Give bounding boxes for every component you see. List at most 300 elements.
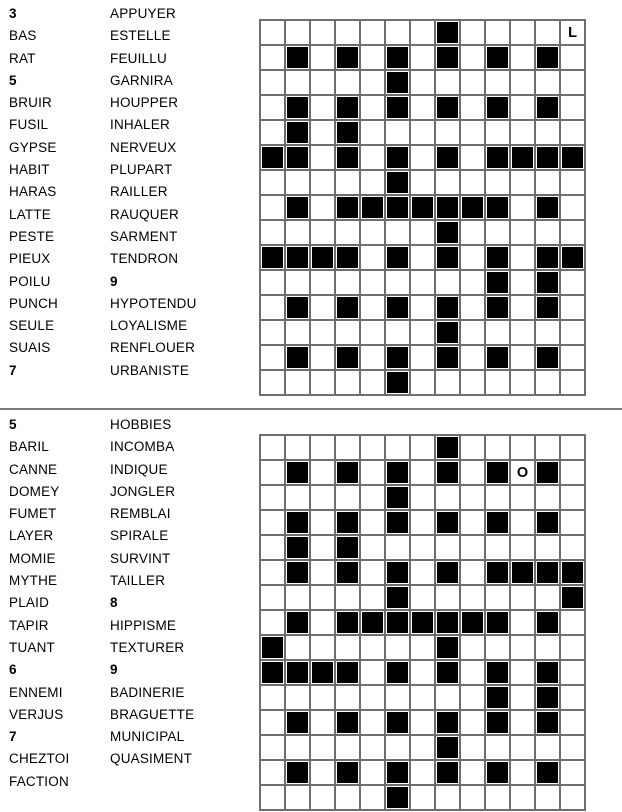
grid-cell-block[interactable] — [436, 736, 459, 759]
grid-cell-empty[interactable] — [411, 71, 434, 94]
grid-cell-empty[interactable] — [561, 736, 584, 759]
grid-cell-empty[interactable] — [561, 611, 584, 634]
grid-cell-block[interactable] — [486, 246, 509, 269]
grid-cell-empty[interactable] — [411, 736, 434, 759]
grid-cell-empty[interactable] — [361, 511, 384, 534]
grid-cell-empty[interactable] — [261, 736, 284, 759]
grid-cell-block[interactable] — [436, 321, 459, 344]
grid-cell-empty[interactable] — [411, 46, 434, 69]
grid-cell-empty[interactable] — [361, 761, 384, 784]
grid-cell-empty[interactable] — [486, 586, 509, 609]
grid-cell-empty[interactable] — [311, 736, 334, 759]
grid-cell-empty[interactable] — [286, 786, 309, 809]
grid-cell-block[interactable] — [286, 346, 309, 369]
grid-cell-block[interactable] — [561, 246, 584, 269]
grid-cell-block[interactable] — [286, 121, 309, 144]
grid-cell-empty[interactable] — [311, 321, 334, 344]
grid-cell-empty[interactable] — [361, 686, 384, 709]
grid-cell-empty[interactable] — [511, 346, 534, 369]
grid-cell-block[interactable] — [486, 711, 509, 734]
grid-cell-block[interactable] — [286, 146, 309, 169]
grid-cell-empty[interactable] — [411, 486, 434, 509]
grid-cell-empty[interactable] — [486, 71, 509, 94]
grid-cell-empty[interactable] — [261, 121, 284, 144]
grid-cell-block[interactable] — [361, 611, 384, 634]
grid-cell-block[interactable] — [386, 371, 409, 394]
grid-cell-block[interactable] — [536, 46, 559, 69]
grid-cell-empty[interactable] — [511, 486, 534, 509]
grid-cell-empty[interactable] — [561, 171, 584, 194]
grid-cell-empty[interactable] — [311, 561, 334, 584]
grid-cell-empty[interactable] — [261, 686, 284, 709]
grid-cell-empty[interactable] — [461, 321, 484, 344]
grid-cell-empty[interactable] — [561, 96, 584, 119]
grid-cell-block[interactable] — [561, 561, 584, 584]
grid-cell-empty[interactable] — [536, 486, 559, 509]
grid-cell-empty[interactable] — [361, 661, 384, 684]
grid-cell-empty[interactable] — [561, 461, 584, 484]
grid-cell-empty[interactable] — [311, 121, 334, 144]
grid-cell-empty[interactable] — [411, 221, 434, 244]
grid-cell-empty[interactable] — [336, 221, 359, 244]
grid-cell-empty[interactable] — [536, 221, 559, 244]
grid-cell-empty[interactable] — [336, 736, 359, 759]
grid-cell-empty[interactable] — [511, 711, 534, 734]
grid-cell-block[interactable] — [486, 561, 509, 584]
grid-cell-empty[interactable] — [561, 221, 584, 244]
grid-cell-block[interactable] — [536, 686, 559, 709]
grid-cell-empty[interactable] — [461, 711, 484, 734]
grid-cell-empty[interactable] — [511, 371, 534, 394]
grid-cell-block[interactable] — [386, 586, 409, 609]
grid-cell-empty[interactable] — [361, 561, 384, 584]
grid-cell-empty[interactable] — [336, 586, 359, 609]
grid-cell-block[interactable] — [386, 146, 409, 169]
grid-cell-empty[interactable] — [561, 436, 584, 459]
grid-cell-empty[interactable] — [511, 71, 534, 94]
grid-cell-empty[interactable] — [511, 171, 534, 194]
grid-cell-empty[interactable] — [336, 71, 359, 94]
grid-cell-letter[interactable]: L — [561, 21, 584, 44]
grid-cell-empty[interactable] — [561, 486, 584, 509]
grid-cell-block[interactable] — [436, 561, 459, 584]
grid-cell-empty[interactable] — [436, 536, 459, 559]
grid-cell-empty[interactable] — [436, 71, 459, 94]
grid-cell-empty[interactable] — [336, 486, 359, 509]
grid-cell-block[interactable] — [336, 96, 359, 119]
grid-cell-block[interactable] — [361, 196, 384, 219]
grid-cell-block[interactable] — [536, 511, 559, 534]
grid-cell-empty[interactable] — [411, 511, 434, 534]
grid-cell-block[interactable] — [386, 486, 409, 509]
grid-cell-empty[interactable] — [436, 586, 459, 609]
grid-cell-empty[interactable] — [261, 271, 284, 294]
grid-cell-block[interactable] — [436, 636, 459, 659]
grid-cell-empty[interactable] — [361, 536, 384, 559]
grid-cell-empty[interactable] — [311, 511, 334, 534]
grid-cell-block[interactable] — [436, 511, 459, 534]
grid-cell-empty[interactable] — [286, 486, 309, 509]
grid-cell-empty[interactable] — [311, 21, 334, 44]
grid-cell-block[interactable] — [336, 461, 359, 484]
grid-cell-block[interactable] — [436, 611, 459, 634]
grid-cell-empty[interactable] — [361, 586, 384, 609]
grid-cell-empty[interactable] — [511, 636, 534, 659]
grid-cell-empty[interactable] — [361, 371, 384, 394]
grid-cell-block[interactable] — [411, 611, 434, 634]
grid-cell-empty[interactable] — [336, 786, 359, 809]
grid-cell-block[interactable] — [486, 611, 509, 634]
grid-cell-block[interactable] — [511, 146, 534, 169]
grid-cell-empty[interactable] — [561, 711, 584, 734]
grid-cell-empty[interactable] — [561, 321, 584, 344]
grid-cell-block[interactable] — [336, 536, 359, 559]
grid-cell-empty[interactable] — [311, 711, 334, 734]
grid-cell-empty[interactable] — [386, 636, 409, 659]
grid-cell-empty[interactable] — [361, 246, 384, 269]
grid-cell-empty[interactable] — [386, 21, 409, 44]
grid-cell-block[interactable] — [336, 296, 359, 319]
grid-cell-block[interactable] — [286, 561, 309, 584]
grid-cell-block[interactable] — [311, 246, 334, 269]
grid-cell-block[interactable] — [386, 761, 409, 784]
grid-cell-empty[interactable] — [486, 321, 509, 344]
grid-cell-empty[interactable] — [561, 661, 584, 684]
grid-cell-empty[interactable] — [511, 46, 534, 69]
grid-cell-block[interactable] — [261, 146, 284, 169]
grid-cell-empty[interactable] — [411, 346, 434, 369]
grid-cell-block[interactable] — [486, 196, 509, 219]
grid-cell-empty[interactable] — [436, 786, 459, 809]
grid-cell-block[interactable] — [536, 461, 559, 484]
grid-cell-empty[interactable] — [261, 786, 284, 809]
grid-cell-empty[interactable] — [386, 436, 409, 459]
grid-cell-empty[interactable] — [261, 371, 284, 394]
grid-cell-empty[interactable] — [536, 171, 559, 194]
grid-cell-empty[interactable] — [386, 271, 409, 294]
grid-cell-empty[interactable] — [461, 536, 484, 559]
grid-cell-empty[interactable] — [511, 436, 534, 459]
grid-cell-empty[interactable] — [261, 321, 284, 344]
grid-cell-empty[interactable] — [461, 121, 484, 144]
grid-cell-block[interactable] — [286, 246, 309, 269]
grid-cell-empty[interactable] — [311, 371, 334, 394]
grid-cell-empty[interactable] — [386, 536, 409, 559]
grid-cell-block[interactable] — [486, 96, 509, 119]
grid-cell-empty[interactable] — [336, 271, 359, 294]
grid-cell-empty[interactable] — [536, 786, 559, 809]
grid-cell-empty[interactable] — [386, 686, 409, 709]
grid-cell-empty[interactable] — [461, 371, 484, 394]
grid-cell-empty[interactable] — [361, 21, 384, 44]
grid-cell-empty[interactable] — [361, 221, 384, 244]
grid-cell-block[interactable] — [336, 146, 359, 169]
grid-cell-block[interactable] — [536, 271, 559, 294]
grid-cell-block[interactable] — [286, 96, 309, 119]
grid-cell-empty[interactable] — [411, 461, 434, 484]
grid-cell-empty[interactable] — [561, 71, 584, 94]
grid-cell-empty[interactable] — [261, 96, 284, 119]
grid-cell-empty[interactable] — [561, 511, 584, 534]
grid-cell-empty[interactable] — [261, 171, 284, 194]
grid-cell-block[interactable] — [336, 46, 359, 69]
grid-cell-empty[interactable] — [511, 686, 534, 709]
grid-cell-empty[interactable] — [461, 686, 484, 709]
grid-cell-empty[interactable] — [286, 636, 309, 659]
grid-cell-block[interactable] — [261, 636, 284, 659]
grid-cell-empty[interactable] — [386, 121, 409, 144]
grid-cell-empty[interactable] — [486, 536, 509, 559]
grid-cell-empty[interactable] — [461, 761, 484, 784]
grid-cell-empty[interactable] — [461, 146, 484, 169]
grid-cell-block[interactable] — [536, 96, 559, 119]
grid-cell-empty[interactable] — [361, 461, 384, 484]
grid-cell-block[interactable] — [386, 461, 409, 484]
grid-cell-block[interactable] — [436, 461, 459, 484]
grid-cell-empty[interactable] — [261, 436, 284, 459]
grid-cell-block[interactable] — [486, 511, 509, 534]
grid-cell-block[interactable] — [386, 611, 409, 634]
grid-cell-empty[interactable] — [311, 46, 334, 69]
grid-cell-empty[interactable] — [486, 221, 509, 244]
grid-cell-block[interactable] — [536, 296, 559, 319]
grid-cell-empty[interactable] — [261, 221, 284, 244]
grid-cell-empty[interactable] — [486, 636, 509, 659]
grid-cell-empty[interactable] — [311, 171, 334, 194]
grid-cell-block[interactable] — [286, 536, 309, 559]
grid-cell-empty[interactable] — [311, 271, 334, 294]
grid-cell-block[interactable] — [386, 511, 409, 534]
grid-cell-block[interactable] — [386, 661, 409, 684]
grid-cell-empty[interactable] — [536, 536, 559, 559]
grid-cell-block[interactable] — [336, 561, 359, 584]
grid-cell-empty[interactable] — [311, 611, 334, 634]
grid-cell-empty[interactable] — [311, 786, 334, 809]
grid-cell-empty[interactable] — [461, 246, 484, 269]
grid-cell-block[interactable] — [286, 761, 309, 784]
grid-cell-empty[interactable] — [561, 296, 584, 319]
grid-cell-empty[interactable] — [561, 121, 584, 144]
grid-cell-empty[interactable] — [311, 761, 334, 784]
grid-cell-empty[interactable] — [411, 121, 434, 144]
grid-cell-empty[interactable] — [461, 786, 484, 809]
grid-cell-empty[interactable] — [536, 71, 559, 94]
grid-cell-empty[interactable] — [561, 536, 584, 559]
grid-cell-block[interactable] — [336, 196, 359, 219]
grid-cell-block[interactable] — [386, 246, 409, 269]
grid-cell-empty[interactable] — [511, 511, 534, 534]
grid-cell-empty[interactable] — [436, 271, 459, 294]
grid-cell-block[interactable] — [436, 46, 459, 69]
grid-cell-empty[interactable] — [511, 121, 534, 144]
grid-cell-block[interactable] — [286, 46, 309, 69]
grid-cell-empty[interactable] — [461, 636, 484, 659]
grid-cell-empty[interactable] — [361, 171, 384, 194]
grid-cell-empty[interactable] — [461, 171, 484, 194]
grid-cell-empty[interactable] — [411, 636, 434, 659]
grid-cell-block[interactable] — [486, 686, 509, 709]
grid-cell-empty[interactable] — [411, 761, 434, 784]
grid-cell-empty[interactable] — [461, 511, 484, 534]
grid-cell-empty[interactable] — [286, 271, 309, 294]
grid-cell-empty[interactable] — [336, 686, 359, 709]
grid-cell-empty[interactable] — [511, 246, 534, 269]
grid-cell-empty[interactable] — [286, 586, 309, 609]
grid-cell-empty[interactable] — [361, 636, 384, 659]
grid-cell-block[interactable] — [336, 246, 359, 269]
grid-cell-empty[interactable] — [411, 296, 434, 319]
grid-cell-empty[interactable] — [536, 121, 559, 144]
grid-cell-block[interactable] — [436, 761, 459, 784]
grid-cell-empty[interactable] — [561, 46, 584, 69]
grid-cell-empty[interactable] — [461, 271, 484, 294]
grid-cell-block[interactable] — [486, 661, 509, 684]
grid-cell-empty[interactable] — [311, 221, 334, 244]
grid-cell-block[interactable] — [486, 346, 509, 369]
grid-cell-empty[interactable] — [361, 436, 384, 459]
grid-cell-empty[interactable] — [461, 561, 484, 584]
grid-cell-empty[interactable] — [436, 486, 459, 509]
grid-cell-empty[interactable] — [436, 371, 459, 394]
grid-cell-empty[interactable] — [561, 761, 584, 784]
grid-cell-block[interactable] — [336, 711, 359, 734]
grid-cell-empty[interactable] — [361, 486, 384, 509]
grid-cell-empty[interactable] — [461, 436, 484, 459]
grid-cell-empty[interactable] — [411, 271, 434, 294]
grid-cell-empty[interactable] — [361, 711, 384, 734]
grid-cell-empty[interactable] — [311, 296, 334, 319]
grid-cell-block[interactable] — [261, 661, 284, 684]
grid-cell-empty[interactable] — [311, 461, 334, 484]
grid-cell-block[interactable] — [286, 296, 309, 319]
grid-cell-block[interactable] — [536, 346, 559, 369]
grid-cell-empty[interactable] — [511, 536, 534, 559]
grid-cell-empty[interactable] — [286, 221, 309, 244]
grid-cell-empty[interactable] — [336, 436, 359, 459]
grid-cell-block[interactable] — [311, 661, 334, 684]
grid-cell-empty[interactable] — [461, 221, 484, 244]
grid-cell-empty[interactable] — [361, 321, 384, 344]
grid-cell-empty[interactable] — [511, 661, 534, 684]
grid-cell-empty[interactable] — [361, 736, 384, 759]
grid-cell-block[interactable] — [386, 346, 409, 369]
grid-cell-empty[interactable] — [311, 146, 334, 169]
grid-cell-block[interactable] — [336, 121, 359, 144]
grid-cell-block[interactable] — [386, 46, 409, 69]
grid-cell-empty[interactable] — [361, 271, 384, 294]
grid-cell-empty[interactable] — [311, 436, 334, 459]
grid-cell-block[interactable] — [336, 761, 359, 784]
grid-cell-empty[interactable] — [561, 636, 584, 659]
grid-cell-block[interactable] — [486, 146, 509, 169]
grid-cell-block[interactable] — [336, 661, 359, 684]
grid-cell-block[interactable] — [286, 661, 309, 684]
grid-cell-block[interactable] — [536, 246, 559, 269]
grid-cell-letter[interactable]: O — [511, 461, 534, 484]
grid-cell-block[interactable] — [436, 146, 459, 169]
grid-cell-block[interactable] — [386, 561, 409, 584]
grid-cell-empty[interactable] — [461, 486, 484, 509]
grid-cell-empty[interactable] — [261, 196, 284, 219]
grid-cell-empty[interactable] — [336, 171, 359, 194]
grid-cell-block[interactable] — [436, 296, 459, 319]
grid-cell-block[interactable] — [386, 196, 409, 219]
grid-cell-empty[interactable] — [511, 221, 534, 244]
grid-cell-empty[interactable] — [286, 171, 309, 194]
grid-cell-empty[interactable] — [261, 296, 284, 319]
grid-cell-block[interactable] — [386, 71, 409, 94]
grid-cell-block[interactable] — [536, 761, 559, 784]
grid-cell-empty[interactable] — [461, 96, 484, 119]
grid-cell-empty[interactable] — [411, 146, 434, 169]
grid-cell-empty[interactable] — [511, 586, 534, 609]
grid-cell-block[interactable] — [386, 296, 409, 319]
grid-cell-block[interactable] — [436, 436, 459, 459]
grid-cell-block[interactable] — [286, 461, 309, 484]
grid-cell-empty[interactable] — [536, 586, 559, 609]
grid-cell-empty[interactable] — [411, 321, 434, 344]
grid-cell-empty[interactable] — [511, 271, 534, 294]
grid-cell-empty[interactable] — [511, 736, 534, 759]
grid-cell-empty[interactable] — [461, 46, 484, 69]
grid-cell-empty[interactable] — [411, 436, 434, 459]
grid-cell-empty[interactable] — [286, 736, 309, 759]
grid-cell-empty[interactable] — [411, 371, 434, 394]
grid-cell-empty[interactable] — [261, 346, 284, 369]
grid-cell-empty[interactable] — [286, 71, 309, 94]
grid-cell-empty[interactable] — [411, 586, 434, 609]
grid-cell-empty[interactable] — [561, 371, 584, 394]
grid-cell-empty[interactable] — [536, 736, 559, 759]
grid-cell-empty[interactable] — [361, 346, 384, 369]
grid-cell-empty[interactable] — [336, 371, 359, 394]
grid-cell-empty[interactable] — [261, 486, 284, 509]
grid-cell-empty[interactable] — [261, 561, 284, 584]
grid-cell-block[interactable] — [286, 511, 309, 534]
grid-cell-empty[interactable] — [311, 96, 334, 119]
grid-cell-empty[interactable] — [311, 586, 334, 609]
grid-cell-empty[interactable] — [311, 636, 334, 659]
grid-cell-empty[interactable] — [536, 321, 559, 344]
grid-cell-empty[interactable] — [411, 661, 434, 684]
grid-cell-empty[interactable] — [386, 736, 409, 759]
grid-cell-block[interactable] — [386, 711, 409, 734]
grid-cell-block[interactable] — [561, 146, 584, 169]
grid-cell-block[interactable] — [386, 96, 409, 119]
grid-cell-empty[interactable] — [386, 321, 409, 344]
grid-cell-empty[interactable] — [261, 511, 284, 534]
grid-cell-block[interactable] — [436, 96, 459, 119]
grid-cell-empty[interactable] — [436, 171, 459, 194]
grid-cell-empty[interactable] — [411, 96, 434, 119]
grid-cell-block[interactable] — [486, 271, 509, 294]
grid-cell-block[interactable] — [261, 246, 284, 269]
grid-cell-empty[interactable] — [511, 21, 534, 44]
grid-cell-empty[interactable] — [311, 486, 334, 509]
grid-cell-block[interactable] — [486, 296, 509, 319]
grid-cell-empty[interactable] — [511, 96, 534, 119]
grid-cell-block[interactable] — [536, 146, 559, 169]
grid-cell-empty[interactable] — [261, 536, 284, 559]
grid-cell-empty[interactable] — [486, 371, 509, 394]
grid-cell-empty[interactable] — [561, 346, 584, 369]
grid-cell-empty[interactable] — [511, 296, 534, 319]
grid-cell-block[interactable] — [536, 561, 559, 584]
grid-cell-empty[interactable] — [436, 686, 459, 709]
grid-cell-empty[interactable] — [511, 786, 534, 809]
grid-cell-empty[interactable] — [261, 46, 284, 69]
grid-cell-block[interactable] — [436, 21, 459, 44]
